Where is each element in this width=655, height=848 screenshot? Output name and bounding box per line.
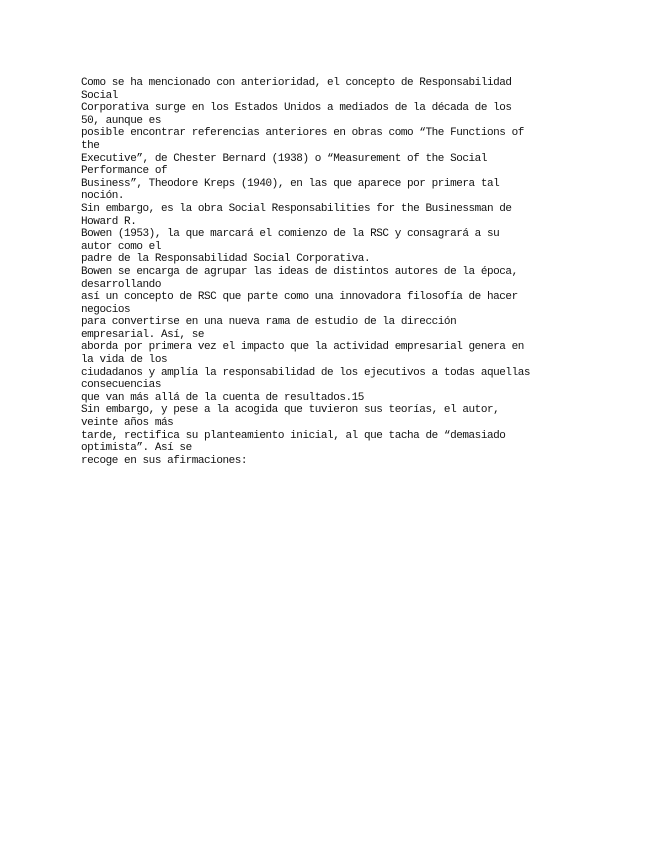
text-line: Sin embargo, es la obra Social Responsabilities for the Businessman de	[81, 202, 512, 215]
text-line: que van más allá de la cuenta de resultados.15	[81, 391, 364, 404]
text-line: the	[81, 139, 100, 152]
text-line: noción.	[81, 190, 125, 203]
text-line: la vida de los	[81, 354, 168, 367]
text-line: ciudadanos y amplía la responsabilidad de los ejecutivos a todas aquellas	[81, 366, 531, 379]
text-line: para convertirse en una nueva rama de estudio de la dirección	[81, 316, 457, 329]
text-line: autor como el	[81, 240, 161, 253]
text-line: Corporativa surge en los Estados Unidos a mediados de la década de los	[81, 102, 512, 115]
text-line: veinte años más	[81, 417, 174, 430]
text-line: aborda por primera vez el impacto que la actividad empresarial genera en	[81, 341, 524, 354]
document-body-text	[81, 77, 581, 467]
text-line: Howard R.	[81, 215, 137, 228]
text-line: Bowen se encarga de agrupar las ideas de distintos autores de la época,	[81, 265, 518, 278]
text-line: consecuencias	[81, 379, 161, 392]
text-line: Sin embargo, y pese a la acogida que tuvieron sus teorías, el autor,	[81, 404, 500, 417]
text-line: posible encontrar referencias anteriores en obras como “The Functions of	[81, 127, 524, 140]
text-line: negocios	[81, 303, 131, 316]
text-line: Bowen (1953), la que marcará el comienzo de la RSC y consagrará a su	[81, 228, 500, 241]
text-line: empresarial. Así, se	[81, 328, 205, 341]
text-line: recoge en sus afirmaciones:	[81, 454, 248, 467]
text-line: Como se ha mencionado con anterioridad, el concepto de Responsabilidad	[81, 77, 512, 89]
text-line: Performance of	[81, 165, 168, 178]
text-line: padre de la Responsabilidad Social Corporativa.	[81, 253, 371, 266]
text-line: optimista”. Así se	[81, 442, 192, 455]
text-line: 50, aunque es	[81, 114, 161, 127]
text-line: Social	[81, 89, 118, 102]
text-line: desarrollando	[81, 278, 161, 291]
text-line: Business”, Theodore Kreps (1940), en las que aparece por primera tal	[81, 177, 500, 190]
text-line: así un concepto de RSC que parte como una innovadora filosofía de hacer	[81, 291, 518, 304]
text-line: Executive”, de Chester Bernard (1938) o “Measurement of the Social	[81, 152, 487, 165]
text-line: tarde, rectifica su planteamiento inicial, al que tacha de “demasiado	[81, 429, 506, 442]
